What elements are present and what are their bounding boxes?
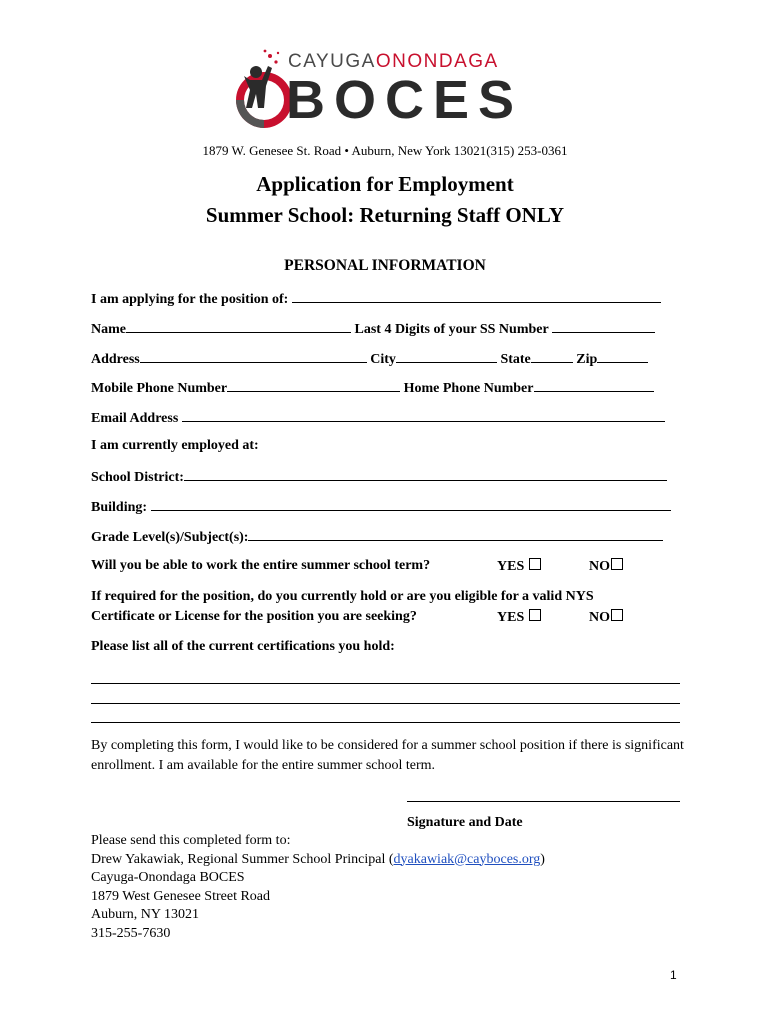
logo-boces-text: BOCES (286, 70, 524, 130)
form-title: Application for Employment (256, 172, 514, 196)
building-field: Building: (91, 497, 671, 516)
certifications-line-2[interactable] (91, 703, 680, 704)
q1-no-option[interactable]: NO (589, 558, 623, 575)
employed-label: I am currently employed at: (91, 438, 259, 453)
city-input-line[interactable] (396, 349, 497, 363)
logo-top-text: CAYUGAONONDAGA (288, 51, 499, 72)
grade-field: Grade Level(s)/Subject(s): (91, 527, 663, 546)
logo-emblem-icon (232, 46, 292, 132)
section-heading: PERSONAL INFORMATION (284, 257, 486, 274)
certifications-line-1[interactable] (91, 683, 680, 684)
address-row: Address City State Zip (91, 349, 648, 368)
q2-yes-checkbox[interactable] (529, 609, 541, 621)
contact-intro: Please send this completed form to: (91, 833, 291, 848)
availability-statement: By completing this form, I would like to be considered for a summer school position if there is significant enrollment. I am available for the entire summer school term. (91, 738, 684, 773)
q2-text-line1: If required for the position, do you currently hold or are you eligible for a valid NYS (91, 589, 594, 604)
contact-block (91, 832, 545, 943)
q2-no-checkbox[interactable] (611, 609, 623, 621)
mobile-input-line[interactable] (227, 378, 400, 392)
name-input-line[interactable] (126, 319, 351, 333)
organization-address: 1879 W. Genesee St. Road • Auburn, New York 13021(315) 253-0361 (202, 143, 568, 158)
home-phone-input-line[interactable] (534, 378, 654, 392)
email-input-line[interactable] (182, 408, 665, 422)
phone-row: Mobile Phone Number Home Phone Number (91, 378, 654, 397)
certifications-prompt: Please list all of the current certifications you hold: (91, 639, 395, 654)
district-field: School District: (91, 467, 667, 486)
contact-street: 1879 West Genesee Street Road (91, 888, 271, 904)
state-input-line[interactable] (531, 349, 573, 363)
zip-input-line[interactable] (597, 349, 648, 363)
q2-text-line2: Certificate or License for the position you are seeking? (91, 609, 417, 624)
position-input-line[interactable] (292, 289, 661, 303)
address-input-line[interactable] (140, 349, 367, 363)
signature-label: Signature and Date (407, 815, 523, 830)
principal-email-link[interactable]: dyakawiak@cayboces.org (393, 851, 541, 867)
q1-yes-option[interactable]: YES (497, 558, 541, 575)
contact-city: Auburn, NY 13021 (91, 907, 199, 922)
email-field: Email Address (91, 408, 665, 427)
contact-org: Cayuga-Onondaga BOCES (91, 870, 245, 885)
district-input-line[interactable] (184, 467, 667, 481)
form-subtitle: Summer School: Returning Staff ONLY (205, 203, 565, 227)
contact-phone: 315-255-7630 (91, 925, 171, 941)
certifications-line-3[interactable] (91, 722, 680, 723)
building-input-line[interactable] (151, 497, 671, 511)
q2-no-option[interactable]: NO (589, 609, 623, 626)
q2-yes-option[interactable]: YES (497, 609, 541, 626)
boces-logo (232, 46, 542, 132)
grade-input-line[interactable] (248, 527, 663, 541)
ssn-input-line[interactable] (552, 319, 655, 333)
q1-no-checkbox[interactable] (611, 558, 623, 570)
q1-yes-checkbox[interactable] (529, 558, 541, 570)
page-number: 1 (670, 968, 677, 982)
signature-line[interactable] (407, 801, 680, 802)
position-field[interactable]: I am applying for the position of: (91, 289, 661, 308)
contact-principal: Drew Yakawiak, Regional Summer School Principal (dyakawiak@cayboces.org) (91, 851, 545, 867)
name-ssn-row: Name Last 4 Digits of your SS Number (91, 319, 655, 338)
q1-text: Will you be able to work the entire summer school term? (91, 558, 431, 573)
